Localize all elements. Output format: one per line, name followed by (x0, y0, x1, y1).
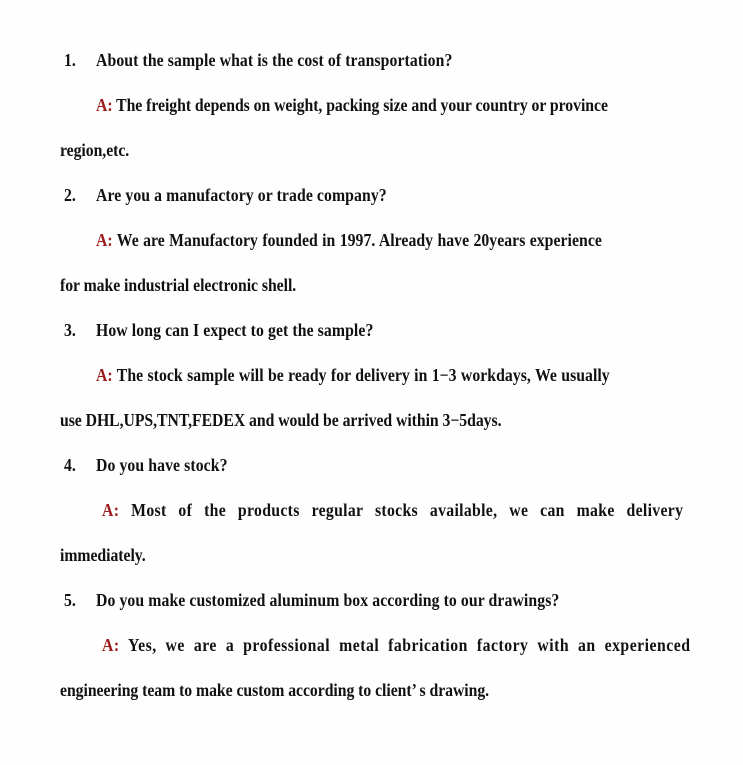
answer-text: Yes, we are a professional metal fabrication factory with an experienced (127, 635, 691, 655)
answer-text: Most of the products regular stocks available, we can make delivery (131, 500, 684, 520)
faq-question-text: Do you have stock? (96, 455, 228, 475)
faq-answer-line (60, 353, 679, 398)
faq-item (60, 443, 684, 578)
faq-question-row (60, 38, 679, 83)
faq-question-text: About the sample what is the cost of transportation? (96, 50, 453, 70)
faq-number: 1. (64, 50, 76, 70)
answer-marker: A: (96, 365, 117, 385)
faq-number: 3. (64, 320, 76, 340)
faq-number: 5. (64, 590, 76, 610)
faq-question-row (60, 443, 679, 488)
faq-item (60, 578, 691, 713)
answer-text: region,etc. (60, 140, 130, 160)
answer-text: The freight depends on weight, packing size and your country or province (116, 95, 608, 115)
answer-text: use DHL,UPS,TNT,FEDEX and would be arrived within 3−5days. (60, 410, 502, 430)
faq-question-text: Are you a manufactory or trade company? (96, 185, 387, 205)
faq-answer-line (60, 83, 679, 128)
faq-answer-line (60, 263, 679, 308)
faq-question-text: How long can I expect to get the sample? (96, 320, 374, 340)
faq-question-row (60, 308, 679, 353)
faq-question-text: Do you make customized aluminum box according to our drawings? (96, 590, 560, 610)
faq-question-row (60, 173, 679, 218)
answer-text: immediately. (60, 545, 146, 565)
faq-answer-block (60, 623, 691, 713)
faq-answer-line (60, 488, 684, 533)
faq-item (60, 173, 679, 308)
answer-text: for make industrial electronic shell. (60, 275, 297, 295)
answer-text: The stock sample will be ready for delivery in 1−3 workdays, We usually (116, 365, 610, 385)
faq-answer-line (60, 128, 679, 173)
faq-answer-block (60, 83, 679, 173)
faq-answer-block (60, 353, 679, 443)
answer-marker: A: (96, 95, 117, 115)
faq-list (60, 38, 691, 713)
answer-text: We are Manufactory founded in 1997. Already have 20years experience (116, 230, 602, 250)
faq-answer-line (60, 533, 679, 578)
faq-answer-line (60, 623, 691, 668)
faq-answer-line (60, 398, 679, 443)
faq-number: 4. (64, 455, 76, 475)
faq-number: 2. (64, 185, 76, 205)
answer-marker: A: (102, 635, 128, 655)
answer-marker: A: (96, 230, 117, 250)
faq-answer-line (60, 668, 679, 713)
answer-marker: A: (102, 500, 132, 520)
faq-answer-block (60, 488, 684, 578)
faq-item (60, 308, 679, 443)
answer-text: engineering team to make custom according to client’ s drawing. (60, 680, 490, 700)
faq-answer-block (60, 218, 679, 308)
faq-question-row (60, 578, 679, 623)
faq-answer-line (60, 218, 679, 263)
faq-item (60, 38, 679, 173)
